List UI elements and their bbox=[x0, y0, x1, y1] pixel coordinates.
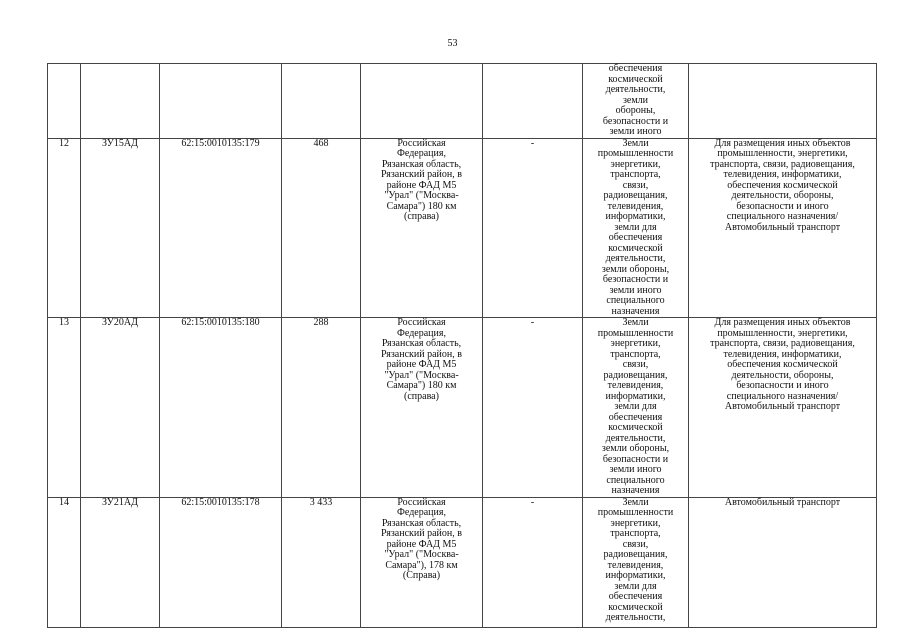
cell-area: 288 bbox=[282, 318, 361, 498]
table-row bbox=[48, 497, 877, 627]
cell-num: 13 bbox=[48, 318, 81, 498]
cell-location: Российская Федерация, Рязанская область, Рязанский район, в районе ФАД М5 "Урал" ("Москва- Самара") 180 км (справа) bbox=[361, 138, 483, 318]
cell-use: Автомобильный транспорт bbox=[689, 497, 877, 627]
cell-category: обеспечения космической деятельности, земли обороны, безопасности и земли иного bbox=[583, 64, 689, 139]
cell-cadastral bbox=[160, 64, 282, 139]
table-row bbox=[48, 318, 877, 498]
cell-location bbox=[361, 64, 483, 139]
cell-location: Российская Федерация, Рязанская область, Рязанский район, в районе ФАД М5 "Урал" ("Москва- Самара"), 178 км (Справа) bbox=[361, 497, 483, 627]
cell-encumbrance: - bbox=[483, 497, 583, 627]
land-plots-table bbox=[47, 63, 877, 628]
table-row bbox=[48, 138, 877, 318]
page-number: 53 bbox=[447, 38, 458, 49]
cell-cadastral: 62:15:0010135:180 bbox=[160, 318, 282, 498]
cell-use bbox=[689, 64, 877, 139]
cell-area bbox=[282, 64, 361, 139]
cell-cadastral: 62:15:0010135:179 bbox=[160, 138, 282, 318]
cell-encumbrance bbox=[483, 64, 583, 139]
cell-encumbrance: - bbox=[483, 138, 583, 318]
cell-code: ЗУ20АД bbox=[81, 318, 160, 498]
cell-category: Земли промышленности энергетики, транспорта, связи, радиовещания, телевидения, информатики, земли для обеспечения космической деятельности, земли обороны, безопасности и земли иного специального назначения bbox=[583, 138, 689, 318]
cell-use: Для размещения иных объектов промышленности, энергетики, транспорта, связи, радиовещания, телевидения, информатики, обеспечения космической деятельности, обороны, безопасности и иного специального назначения/ Автомобильный транспорт bbox=[689, 138, 877, 318]
cell-code bbox=[81, 64, 160, 139]
cell-area: 3 433 bbox=[282, 497, 361, 627]
cell-num bbox=[48, 64, 81, 139]
cell-encumbrance: - bbox=[483, 318, 583, 498]
cell-code: ЗУ15АД bbox=[81, 138, 160, 318]
cell-code: ЗУ21АД bbox=[81, 497, 160, 627]
cell-category: Земли промышленности энергетики, транспорта, связи, радиовещания, телевидения, информатики, земли для обеспечения космической деятельности, bbox=[583, 497, 689, 627]
cell-num: 14 bbox=[48, 497, 81, 627]
cell-num: 12 bbox=[48, 138, 81, 318]
table-row-continuation bbox=[48, 64, 877, 139]
cell-location: Российская Федерация, Рязанская область, Рязанский район, в районе ФАД М5 "Урал" ("Москва- Самара") 180 км (справа) bbox=[361, 318, 483, 498]
cell-category: Земли промышленности энергетики, транспорта, связи, радиовещания, телевидения, информатики, земли для обеспечения космической деятельности, земли обороны, безопасности и земли иного специального назначения bbox=[583, 318, 689, 498]
cell-use: Для размещения иных объектов промышленности, энергетики, транспорта, связи, радиовещания, телевидения, информатики, обеспечения космической деятельности, обороны, безопасности и иного специального назначения/ Автомобильный транспорт bbox=[689, 318, 877, 498]
cell-area: 468 bbox=[282, 138, 361, 318]
cell-cadastral: 62:15:0010135:178 bbox=[160, 497, 282, 627]
